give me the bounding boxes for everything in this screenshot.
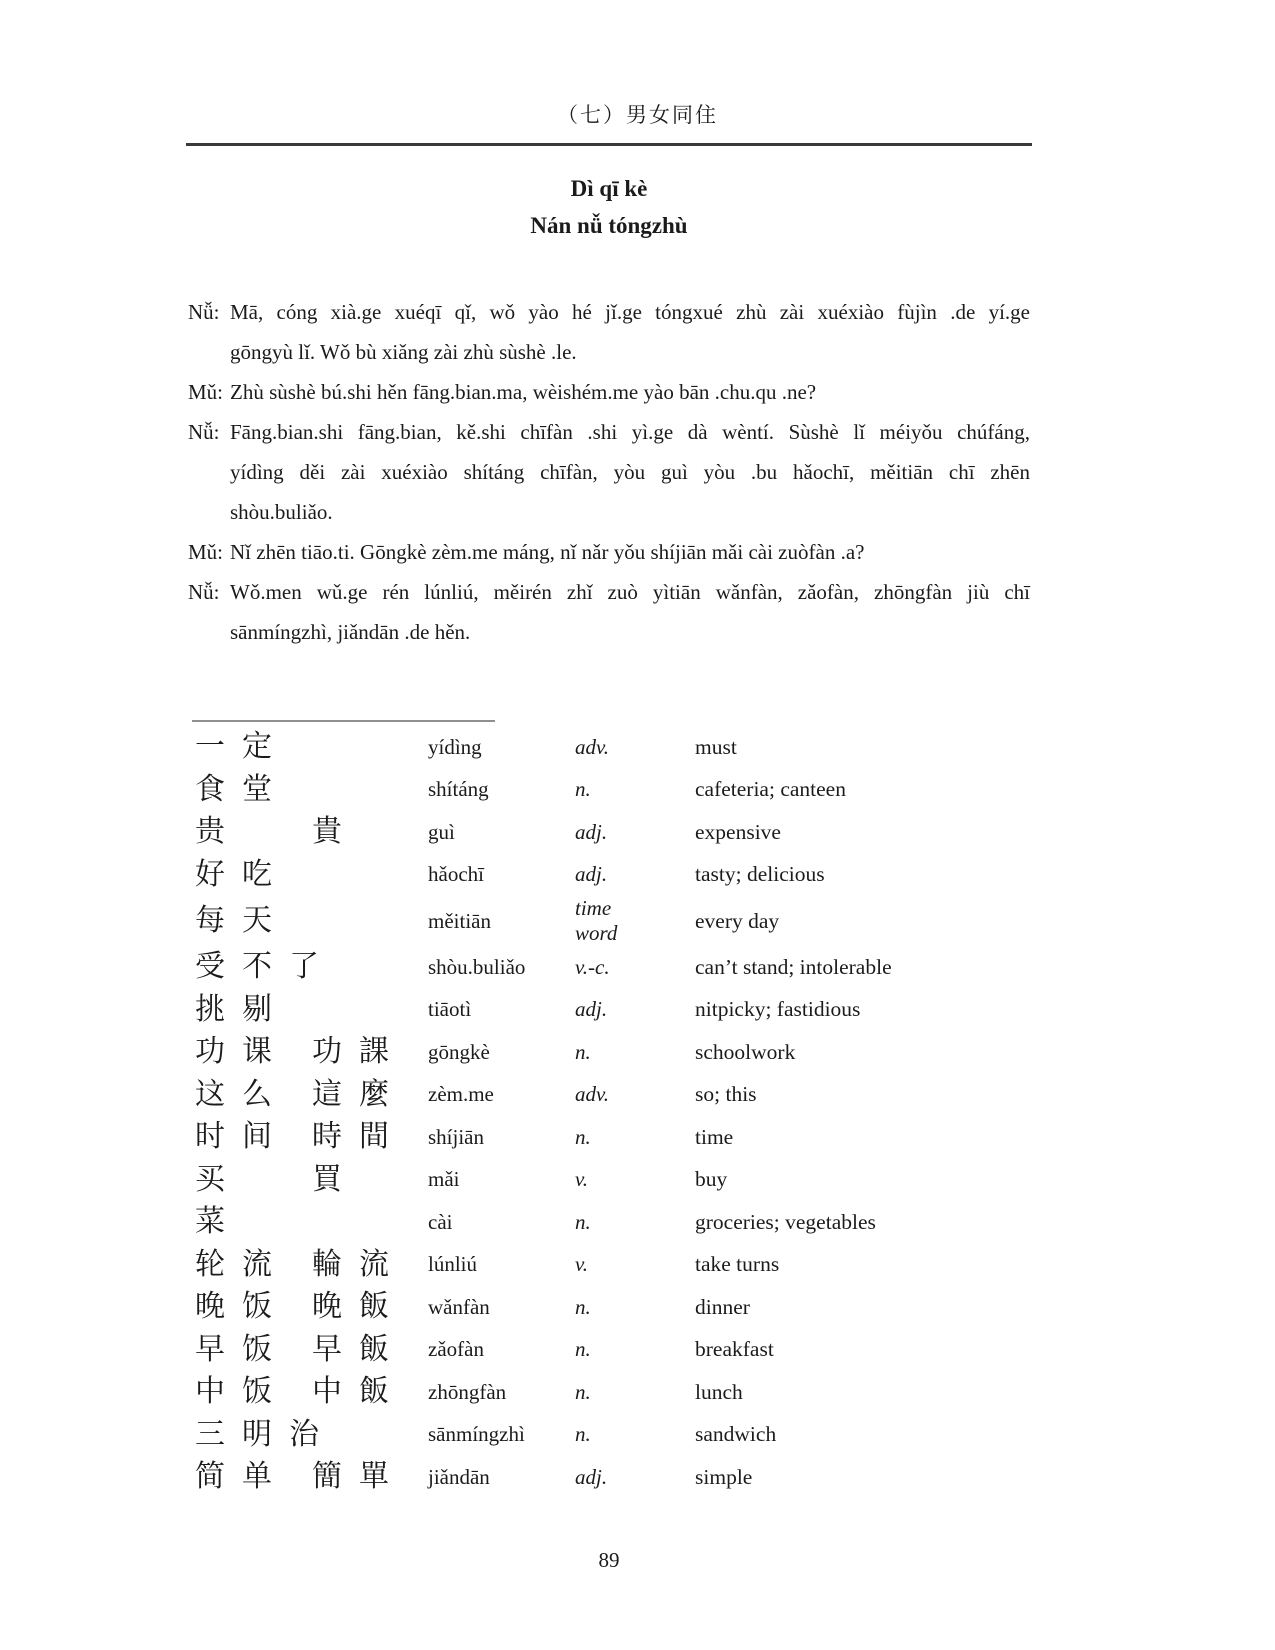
vocab-traditional: 時間 <box>312 1120 406 1154</box>
vocab-traditional: 輪流 <box>312 1247 406 1281</box>
vocab-simplified: 早饭 <box>195 1332 289 1366</box>
dialogue-line-text: Mā, cóng xià.ge xuéqī qǐ, wǒ yào hé jǐ.ge tóngxué zhù zài xuéxiào fùjìn .de yí.ge <box>230 300 1030 324</box>
dialogue-line <box>188 612 1030 652</box>
vocab-simplified: 买 <box>195 1162 242 1196</box>
vocab-english: schoolwork <box>695 1039 796 1064</box>
vocab-pinyin: guì <box>428 819 455 844</box>
vocab-simplified: 挑剔 <box>195 992 289 1026</box>
vocab-pos: time word <box>575 896 618 945</box>
vocab-simplified: 好吃 <box>195 857 289 891</box>
vocab-traditional: 簡單 <box>312 1460 406 1494</box>
vocab-english: tasty; delicious <box>695 862 825 887</box>
vocab-row <box>188 896 1030 946</box>
page-number: 89 <box>598 1548 620 1572</box>
vocab-traditional: 貴 <box>312 815 359 849</box>
vocab-pinyin: tiāotì <box>428 997 472 1022</box>
vocab-english: can’t stand; intolerable <box>695 954 892 979</box>
vocab-row <box>188 1244 1030 1287</box>
vocab-pinyin: sānmíngzhì <box>428 1422 525 1447</box>
vocab-pos: v.-c. <box>575 954 610 979</box>
vocab-pos: n. <box>575 1379 591 1404</box>
speaker-label: Nǚ: <box>188 300 220 324</box>
vocab-simplified: 菜 <box>195 1205 242 1239</box>
vocab-row <box>188 811 1030 854</box>
vocab-pos: n. <box>575 1337 591 1362</box>
vocab-row <box>188 1286 1030 1329</box>
vocab-english: nitpicky; fastidious <box>695 997 861 1022</box>
speaker-label: Nǚ: <box>188 580 220 604</box>
vocab-row <box>188 989 1030 1032</box>
vocab-english: cafeteria; canteen <box>695 777 846 802</box>
vocab-pinyin: zǎofàn <box>428 1337 484 1362</box>
vocab-row <box>188 769 1030 812</box>
vocab-english: take turns <box>695 1252 780 1277</box>
vocab-english: buy <box>695 1167 728 1192</box>
vocab-row <box>188 1329 1030 1372</box>
header-rule <box>186 143 1032 146</box>
vocab-english: groceries; vegetables <box>695 1209 876 1234</box>
dialogue-line <box>188 492 1030 532</box>
vocab-simplified: 受不了 <box>195 950 336 984</box>
dialogue-line <box>188 292 1030 332</box>
dialogue-line <box>188 372 1030 412</box>
vocab-english: so; this <box>695 1082 757 1107</box>
speaker-label: Nǚ: <box>188 420 220 444</box>
dialogue-line-text: sānmíngzhì, jiǎndān .de hěn. <box>230 620 471 644</box>
vocab-pinyin: hǎochī <box>428 862 484 887</box>
vocab-english: simple <box>695 1464 753 1489</box>
vocab-pinyin: zhōngfàn <box>428 1379 507 1404</box>
vocab-english: time <box>695 1124 734 1149</box>
vocab-simplified: 简单 <box>195 1460 289 1494</box>
vocab-row <box>188 1201 1030 1244</box>
vocab-english: dinner <box>695 1294 750 1319</box>
vocab-simplified: 贵 <box>195 815 242 849</box>
speaker-label: Mǔ: <box>188 540 224 564</box>
vocab-traditional: 買 <box>312 1162 359 1196</box>
vocab-english: breakfast <box>695 1337 774 1362</box>
vocab-row <box>188 1456 1030 1499</box>
dialogue-line-text: Fāng.bian.shi fāng.bian, kě.shi chīfàn .shi yì.ge dà wèntí. Sùshè lǐ méiyǒu chúfáng, <box>230 420 1030 444</box>
vocab-pinyin: měitiān <box>428 908 491 933</box>
chapter-header: （七）男女同住 <box>557 103 718 127</box>
vocab-simplified: 功课 <box>195 1035 289 1069</box>
vocab-pos: n. <box>575 1209 591 1234</box>
vocab-traditional: 這麼 <box>312 1077 406 1111</box>
vocab-simplified: 食堂 <box>195 772 289 806</box>
vocab-row <box>188 854 1030 897</box>
dialogue-line <box>188 452 1030 492</box>
vocab-row <box>188 726 1030 769</box>
vocab-pinyin: mǎi <box>428 1167 460 1192</box>
vocab-pos: adj. <box>575 997 608 1022</box>
vocab-row <box>188 1159 1030 1202</box>
vocab-row <box>188 946 1030 989</box>
speaker-label: Mǔ: <box>188 380 224 404</box>
vocab-traditional: 中飯 <box>312 1375 406 1409</box>
vocab-table <box>188 720 1030 1499</box>
vocab-simplified: 时间 <box>195 1120 289 1154</box>
lesson-title-pinyin: Nán nǚ tóngzhù <box>530 213 688 238</box>
vocab-pos: n. <box>575 1422 591 1447</box>
vocab-pinyin: cài <box>428 1209 453 1234</box>
vocab-pos: n. <box>575 1039 591 1064</box>
vocab-english: must <box>695 734 737 759</box>
vocab-english: sandwich <box>695 1422 777 1447</box>
vocab-simplified: 轮流 <box>195 1247 289 1281</box>
vocab-english: every day <box>695 908 780 933</box>
dialogue-line <box>188 532 1030 572</box>
vocab-traditional: 早飯 <box>312 1332 406 1366</box>
vocab-rule <box>192 720 495 722</box>
vocab-row <box>188 1371 1030 1414</box>
vocab-row <box>188 1116 1030 1159</box>
vocab-pos: n. <box>575 777 591 802</box>
vocab-pos: adj. <box>575 1464 608 1489</box>
vocab-pinyin: yídìng <box>428 734 482 759</box>
vocab-pos: adj. <box>575 862 608 887</box>
dialogue-line-text: Nǐ zhēn tiāo.ti. Gōngkè zèm.me máng, nǐ nǎr yǒu shíjiān mǎi cài zuòfàn .a? <box>230 540 865 564</box>
vocab-row <box>188 1074 1030 1117</box>
vocab-english: expensive <box>695 819 781 844</box>
dialogue-line-text: gōngyù lǐ. Wǒ bù xiǎng zài zhù sùshè .le. <box>230 340 577 364</box>
vocab-simplified: 一定 <box>195 730 289 764</box>
dialogue-line <box>188 332 1030 372</box>
dialogue-line-text: shòu.buliǎo. <box>230 500 333 524</box>
vocab-pos: adj. <box>575 819 608 844</box>
vocab-rows <box>188 726 1030 1499</box>
vocab-pinyin: shíjiān <box>428 1124 484 1149</box>
vocab-pinyin: jiǎndān <box>428 1464 490 1489</box>
dialogue-section <box>188 292 1030 652</box>
vocab-pos: n. <box>575 1124 591 1149</box>
vocab-pos: v. <box>575 1252 589 1277</box>
dialogue-line <box>188 412 1030 452</box>
vocab-pinyin: zèm.me <box>428 1082 494 1107</box>
vocab-simplified: 每天 <box>195 904 289 937</box>
vocab-simplified: 中饭 <box>195 1375 289 1409</box>
dialogue-line-text: yídìng děi zài xuéxiào shítáng chīfàn, yòu guì yòu .bu hǎochī, měitiān chī zhēn <box>230 460 1030 484</box>
vocab-pinyin: shítáng <box>428 777 489 802</box>
vocab-pos: adv. <box>575 1082 610 1107</box>
lesson-number-pinyin: Dì qī kè <box>570 176 648 201</box>
vocab-simplified: 这么 <box>195 1077 289 1111</box>
vocab-traditional: 功課 <box>312 1035 406 1069</box>
vocab-english: lunch <box>695 1379 743 1404</box>
vocab-traditional: 晚飯 <box>312 1290 406 1324</box>
vocab-simplified: 三明治 <box>195 1417 336 1451</box>
vocab-pinyin: lúnliú <box>428 1252 478 1277</box>
dialogue-line-text: Zhù sùshè bú.shi hěn fāng.bian.ma, wèishém.me yào bān .chu.qu .ne? <box>230 380 817 404</box>
vocab-simplified: 晚饭 <box>195 1290 289 1324</box>
vocab-pinyin: shòu.buliǎo <box>428 954 526 979</box>
dialogue-line-text: Wǒ.men wǔ.ge rén lúnliú, měirén zhǐ zuò yìtiān wǎnfàn, zǎofàn, zhōngfàn jiù chī <box>230 580 1030 604</box>
vocab-pinyin: gōngkè <box>428 1039 490 1064</box>
vocab-pos: v. <box>575 1167 589 1192</box>
vocab-pinyin: wǎnfàn <box>428 1294 490 1319</box>
vocab-row <box>188 1031 1030 1074</box>
vocab-pos: adv. <box>575 734 610 759</box>
vocab-row <box>188 1414 1030 1457</box>
vocab-pos: n. <box>575 1294 591 1319</box>
dialogue-line <box>188 572 1030 612</box>
